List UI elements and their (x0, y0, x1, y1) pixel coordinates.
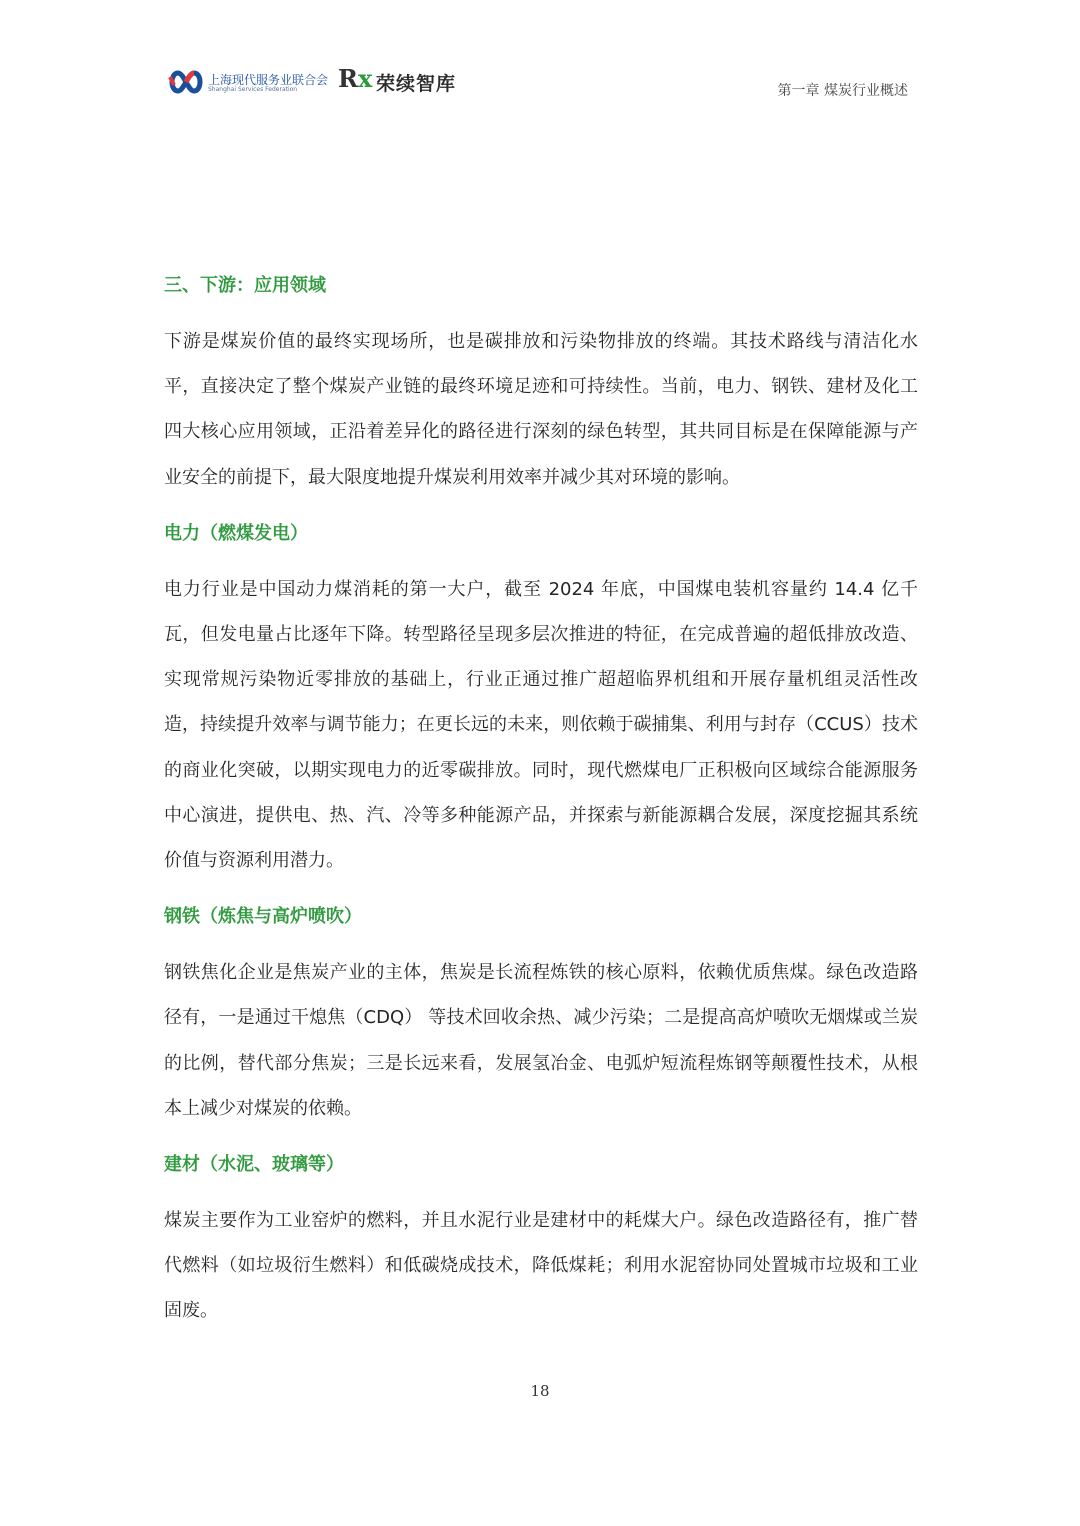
subsection-paragraph-power: 电力行业是中国动力煤消耗的第一大户，截至 2024 年底，中国煤电装机容量约 14.4 亿千瓦，但发电量占比逐年下降。转型路径呈现多层次推进的特征，在完成普遍的超低排放改造、实现常规污染物近零排放的基础上，行业正通过推广超超临界机组和开展存量机组灵活性改造，持续提升效率与调节能力；在更长远的未来，则依赖于碳捕集、利用与封存（CCUS）技术的商业化突破，以期实现电力的近零碳排放。同时，现代燃煤电厂正积极向区域综合能源服务中心演进，提供电、热、汽、冷等多种能源产品，并探索与新能源耦合发展，深度挖掘其系统价值与资源利用潜力。 (164, 578, 918, 872)
rx-mark-r: R (338, 64, 358, 93)
section-intro-paragraph: 下游是煤炭价值的最终实现场所，也是碳排放和污染物排放的终端。其技术路线与清洁化水平，直接决定了整个煤炭产业链的最终环境足迹和可持续性。当前，电力、钢铁、建材及化工四大核心应用领域，正沿着差异化的路径进行深刻的绿色转型，其共同目标是在保障能源与产业安全的前提下，最大限度地提升煤炭利用效率并减少其对环境的影响。 (164, 331, 918, 488)
subsection-paragraph-building-materials: 煤炭主要作为工业窑炉的燃料，并且水泥行业是建材中的耗煤大户。绿色改造路径有，推广替代燃料（如垃圾衍生燃料）和低碳烧成技术，降低煤耗；利用水泥窑协同处置城市垃圾和工业固废。 (164, 1210, 918, 1322)
page-body (164, 266, 918, 1334)
ssf-logo (166, 65, 329, 99)
ssf-logo-name: 上海现代服务业联合会 (208, 73, 329, 87)
ssf-logo-icon (166, 65, 206, 99)
section-title: 三、下游：应用领域 (164, 275, 326, 296)
page-number: 18 (530, 1382, 550, 1400)
rx-mark (338, 64, 372, 93)
subsection-title-building-materials: 建材（水泥、玻璃等） (164, 1154, 344, 1176)
subsection-title-steel: 钢铁（炼焦与高炉喷吹） (164, 906, 362, 928)
subsection-title-power: 电力（燃煤发电） (164, 522, 308, 544)
rx-logo (338, 64, 458, 98)
page-header (166, 62, 916, 102)
subsection-paragraph-steel: 钢铁焦化企业是焦炭产业的主体，焦炭是长流程炼铁的核心原料，依赖优质焦煤。绿色改造路径有，一是通过干熄焦（CDQ） 等技术回收余热、减少污染；二是提高高炉喷吹无烟煤或兰炭的比例，替代部分焦炭；三是长远来看，发展氢冶金、电弧炉短流程炼钢等颠覆性技术，从根本上减少对煤炭的依赖。 (164, 962, 918, 1119)
ssf-logo-name-en: Shanghai Services Federation (208, 86, 298, 93)
chapter-title: 第一章 煤炭行业概述 (777, 83, 908, 99)
rx-mark-x: x (357, 64, 373, 93)
rx-logo-name: 荣续智库 (376, 73, 457, 95)
